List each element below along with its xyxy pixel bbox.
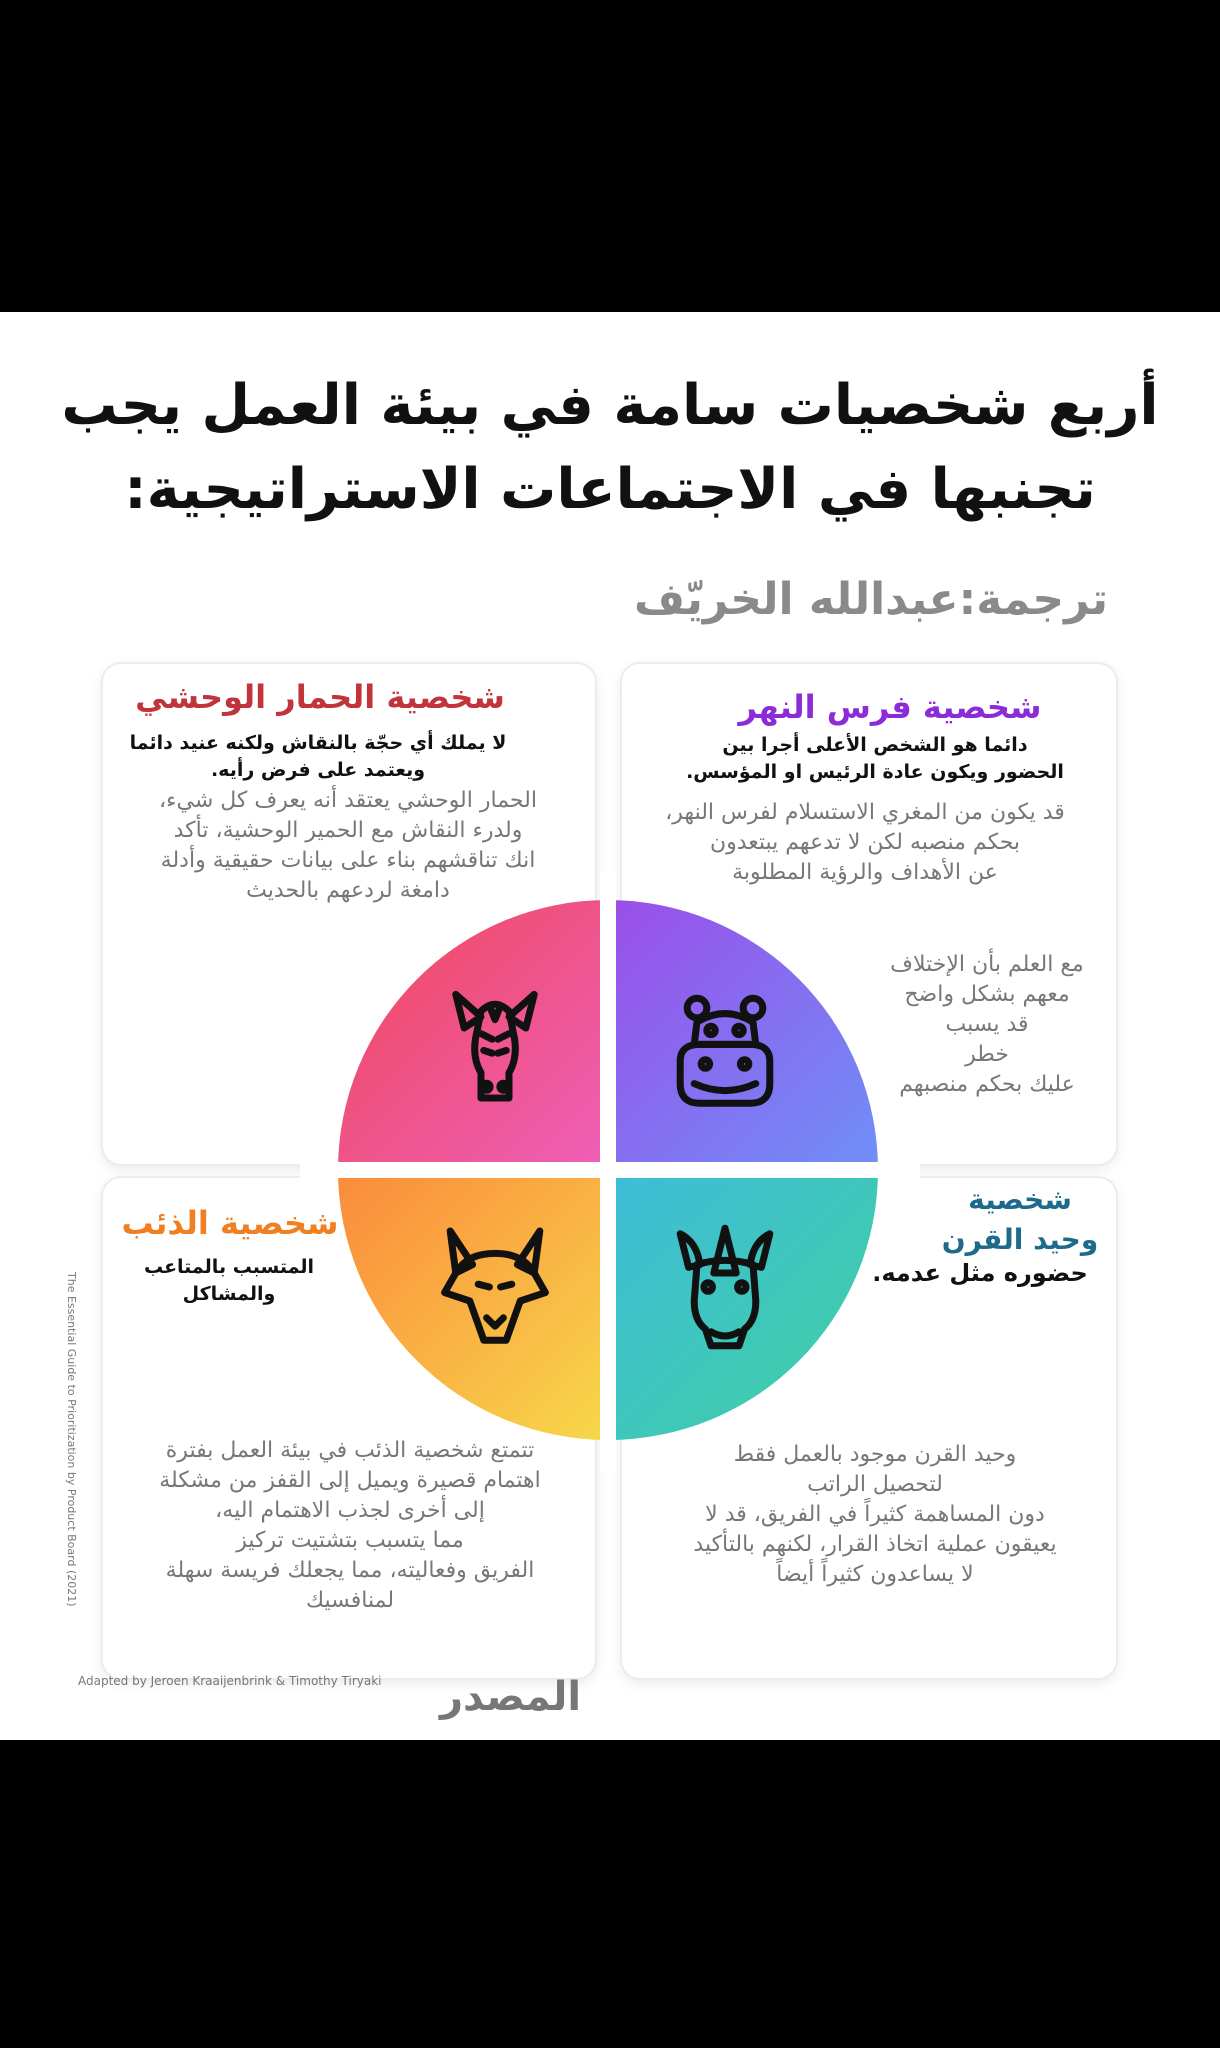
hippo-title: شخصية فرس النهر xyxy=(738,688,1042,726)
rhino-title-line: شخصية xyxy=(968,1183,1072,1216)
zebra-body-line: دامغة لردعهم بالحديث xyxy=(246,878,450,903)
rhino-title-line: وحيد القرن xyxy=(941,1223,1099,1256)
hippo-summary xyxy=(660,732,1090,786)
rhino-title xyxy=(900,1180,1140,1260)
wolf-body-line: لمنافسيك xyxy=(305,1588,395,1613)
wolf-body-line: إلى أخرى لجذب الاهتمام اليه، xyxy=(215,1498,485,1523)
zebra-summary xyxy=(108,730,528,784)
hippo-summary-line: دائما هو الشخص الأعلى أجرا بين xyxy=(722,734,1028,756)
adapted-credit: Adapted by Jeroen Kraaijenbrink & Timothy Tiryaki xyxy=(78,1674,382,1688)
wolf-body-line: مما يتسبب بتشتيت تركيز xyxy=(236,1528,464,1553)
hippo-note-line: خطر xyxy=(965,1042,1009,1067)
zebra-title: شخصية الحمار الوحشي xyxy=(135,678,505,716)
rhino-summary-line: حضوره مثل عدمه. xyxy=(872,1259,1088,1287)
rhino-body-line: يعيقون عملية اتخاذ القرار، لكنهم بالتأكيد xyxy=(693,1532,1057,1557)
hippo-note-line: مع العلم بأن الإختلاف xyxy=(890,952,1084,977)
wolf-body-line: اهتمام قصيرة ويميل إلى القفز من مشكلة xyxy=(159,1468,541,1493)
rhino-body-line: وحيد القرن موجود بالعمل فقط xyxy=(733,1442,1017,1467)
source-label: المصدر xyxy=(440,1674,582,1720)
hippo-note-line: معهم بشكل واضح xyxy=(904,982,1070,1007)
hippo-summary-line: الحضور ويكون عادة الرئيس او المؤسس. xyxy=(686,761,1064,783)
rhino-summary xyxy=(860,1260,1100,1287)
hippo-body-line: بحكم منصبه لكن لا تدعهم يبتعدون xyxy=(709,830,1021,855)
title-line-1: أربع شخصيات سامة في بيئة العمل يجب xyxy=(61,373,1159,438)
hippo-note-line: عليك بحكم منصبهم xyxy=(899,1072,1075,1097)
wolf-icon xyxy=(425,1217,565,1357)
zebra-body-line: الحمار الوحشي يعتقد أنه يعرف كل شيء، xyxy=(159,788,537,813)
wolf-summary-line: المتسبب بالمتاعب والمشاكل xyxy=(143,1256,315,1305)
zebra-body xyxy=(118,786,578,906)
hippo-note-line: قد يسبب xyxy=(945,1012,1029,1037)
zebra-body-line: انك تناقشهم بناء على بيانات حقيقية وأدلة xyxy=(160,848,536,873)
side-caption: The Essential Guide to Prioritization by Product Board (2021) xyxy=(65,1272,78,1607)
hippo-icon xyxy=(655,980,795,1120)
zebra-summary-line: لا يملك أي حجّة بالنقاش ولكنه عنيد دائما xyxy=(129,732,507,754)
page-title xyxy=(20,364,1200,532)
wolf-summary xyxy=(114,1254,344,1308)
hippo-body-line: عن الأهداف والرؤية المطلوبة xyxy=(732,860,998,885)
wolf-body-line: الفريق وفعاليته، مما يجعلك فريسة سهلة xyxy=(165,1558,535,1583)
zebra-icon xyxy=(425,972,565,1112)
hippo-body xyxy=(620,798,1110,888)
rhino-body-line: لا يساعدون كثيراً أيضاً xyxy=(776,1562,974,1587)
zebra-summary-line: ويعتمد على فرض رأيه. xyxy=(210,759,426,781)
zebra-body-line: ولدرء النقاش مع الحمير الوحشية، تأكد xyxy=(173,818,523,843)
rhino-body-line: دون المساهمة كثيراً في الفريق، قد لا xyxy=(705,1502,1045,1527)
wolf-body-line: تتمتع شخصية الذئب في بيئة العمل بفترة xyxy=(165,1438,535,1463)
title-line-2: تجنبها في الاجتماعات الاستراتيجية: xyxy=(124,457,1096,522)
rhino-body-line: لتحصيل الراتب xyxy=(807,1472,943,1497)
rhino-icon xyxy=(655,1217,795,1357)
infographic xyxy=(0,312,1220,1740)
hippo-body-line: قد يكون من المغري الاستسلام لفرس النهر، xyxy=(665,800,1065,825)
wolf-title: شخصية الذئب xyxy=(121,1204,339,1242)
wolf-body xyxy=(110,1436,590,1616)
rhino-body xyxy=(630,1440,1120,1590)
wheel-divider-horizontal xyxy=(300,1162,920,1178)
hippo-note xyxy=(862,950,1112,1100)
translator-credit: ترجمة:عبدالله الخريّف xyxy=(634,574,1108,625)
